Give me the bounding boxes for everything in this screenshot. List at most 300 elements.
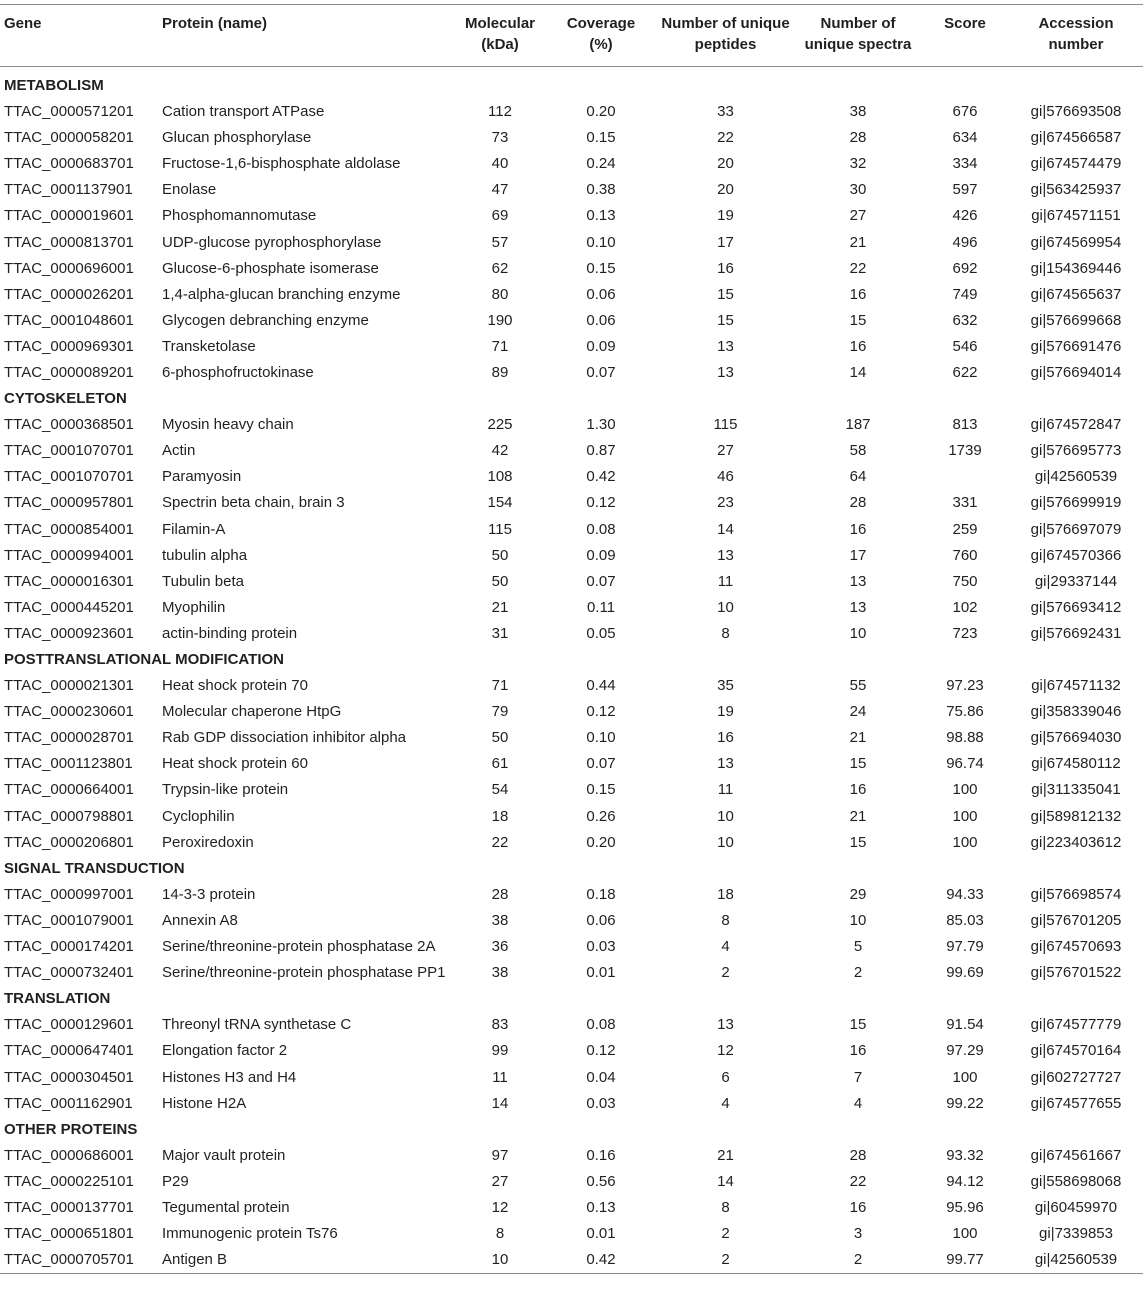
cell-accession: gi|42560539 xyxy=(1034,468,1118,486)
cell-score: 94.12 xyxy=(946,1172,984,1190)
cell-unique-peptides: 22 xyxy=(717,129,734,147)
table-row xyxy=(0,412,1143,438)
section-title: METABOLISM xyxy=(4,77,104,94)
cell-protein: Histone H2A xyxy=(162,1094,247,1112)
cell-coverage: 0.15 xyxy=(586,259,616,277)
cell-unique-spectra: 15 xyxy=(849,1016,867,1034)
cell-unique-spectra: 58 xyxy=(849,442,867,460)
cell-protein: Peroxiredoxin xyxy=(162,833,254,851)
cell-accession: gi|674570366 xyxy=(1030,546,1122,564)
cell-unique-peptides: 13 xyxy=(717,1016,734,1034)
cell-molecular: 97 xyxy=(491,1146,509,1164)
cell-protein: Tubulin beta xyxy=(162,572,245,590)
cell-molecular: 10 xyxy=(454,1247,546,1274)
cell-protein: Heat shock protein 70 xyxy=(162,677,308,695)
cell-gene: TTAC_0000997001 xyxy=(4,885,134,903)
cell-accession: gi|602727727 xyxy=(1030,1068,1122,1086)
cell-unique-spectra: 22 xyxy=(849,1172,867,1190)
cell-accession: gi|558698068 xyxy=(1030,1172,1122,1190)
cell-score: 97.29 xyxy=(946,1042,984,1060)
cell-unique-peptides: 20 xyxy=(717,155,734,173)
header-coverage: Coverage (%) xyxy=(546,5,656,67)
cell-unique-spectra: 24 xyxy=(849,703,867,721)
cell-unique-peptides: 35 xyxy=(717,677,734,695)
cell-accession: gi|223403612 xyxy=(1030,833,1122,851)
cell-accession: gi|674561667 xyxy=(1030,1146,1122,1164)
table-row xyxy=(0,543,1143,569)
cell-molecular: 38 xyxy=(491,911,509,929)
cell-unique-peptides: 11 xyxy=(717,781,734,799)
cell-coverage: 0.09 xyxy=(586,546,616,564)
cell-accession: gi|563425937 xyxy=(1030,181,1122,199)
cell-unique-spectra: 2 xyxy=(795,1247,921,1274)
table-row xyxy=(0,908,1143,934)
cell-protein: Major vault protein xyxy=(162,1146,286,1164)
cell-gene: TTAC_0000969301 xyxy=(4,337,134,355)
cell-molecular: 18 xyxy=(491,807,509,825)
cell-coverage: 0.03 xyxy=(586,938,616,956)
cell-coverage: 0.12 xyxy=(586,703,616,721)
cell-unique-peptides: 27 xyxy=(717,442,734,460)
cell-unique-spectra: 30 xyxy=(849,181,867,199)
cell-protein: 14-3-3 protein xyxy=(162,885,256,903)
section-title: SIGNAL TRANSDUCTION xyxy=(4,859,185,877)
cell-score xyxy=(921,464,1009,490)
cell-coverage: 0.26 xyxy=(586,807,616,825)
table-row xyxy=(0,830,1143,856)
cell-unique-spectra: 16 xyxy=(849,520,867,538)
cell-score: 622 xyxy=(952,363,978,381)
table-row xyxy=(0,1038,1143,1064)
cell-coverage: 0.08 xyxy=(586,520,616,538)
cell-gene: TTAC_0001070701 xyxy=(4,442,134,460)
header-molecular: Molecular (kDa) xyxy=(454,5,546,67)
cell-unique-spectra: 55 xyxy=(849,677,867,695)
cell-gene: TTAC_0000058201 xyxy=(4,129,134,147)
cell-unique-peptides: 11 xyxy=(717,572,734,590)
cell-unique-spectra: 21 xyxy=(849,729,867,747)
table-row xyxy=(0,1143,1143,1169)
cell-score: 102 xyxy=(952,598,978,616)
section-header-row xyxy=(0,856,1143,882)
cell-molecular: 71 xyxy=(491,677,509,695)
cell-gene: TTAC_0000230601 xyxy=(4,703,134,721)
cell-unique-peptides: 13 xyxy=(717,363,734,381)
cell-accession: gi|576691476 xyxy=(1030,337,1122,355)
cell-score: 100 xyxy=(952,1068,978,1086)
cell-unique-peptides: 20 xyxy=(717,181,734,199)
cell-unique-peptides: 2 xyxy=(656,1247,795,1274)
cell-molecular: 40 xyxy=(491,155,509,173)
cell-unique-spectra: 64 xyxy=(849,468,867,486)
cell-molecular: 28 xyxy=(491,885,509,903)
cell-molecular: 50 xyxy=(491,572,509,590)
cell-score: 93.32 xyxy=(946,1146,984,1164)
cell-coverage: 0.18 xyxy=(586,885,616,903)
cell-unique-peptides: 18 xyxy=(717,885,734,903)
cell-protein: Immunogenic protein Ts76 xyxy=(162,1225,338,1243)
cell-unique-spectra: 10 xyxy=(849,624,867,642)
cell-molecular: 154 xyxy=(487,494,513,512)
table-row xyxy=(0,151,1143,177)
cell-unique-spectra: 187 xyxy=(845,416,871,434)
cell-coverage: 0.15 xyxy=(586,781,616,799)
cell-gene: TTAC_0000994001 xyxy=(4,546,134,564)
cell-unique-spectra: 15 xyxy=(849,755,867,773)
cell-protein: Cation transport ATPase xyxy=(162,103,325,121)
cell-molecular: 8 xyxy=(495,1225,505,1243)
cell-gene: TTAC_0000368501 xyxy=(4,416,134,434)
header-row xyxy=(0,5,1143,67)
cell-unique-spectra: 28 xyxy=(849,494,867,512)
cell-molecular: 11 xyxy=(492,1068,508,1086)
cell-gene: TTAC_0000647401 xyxy=(4,1042,134,1060)
cell-score: 91.54 xyxy=(946,1016,984,1034)
cell-protein: Heat shock protein 60 xyxy=(162,755,308,773)
cell-unique-spectra: 28 xyxy=(849,129,867,147)
section-header-row xyxy=(0,647,1143,673)
cell-gene: TTAC_0000651801 xyxy=(4,1225,134,1243)
cell-accession: gi|674577779 xyxy=(1030,1016,1122,1034)
cell-protein: Trypsin-like protein xyxy=(162,781,289,799)
table-row xyxy=(0,882,1143,908)
table-row xyxy=(0,1247,1143,1274)
cell-gene: TTAC_0000304501 xyxy=(4,1068,134,1086)
cell-molecular: 50 xyxy=(491,729,509,747)
cell-molecular: 112 xyxy=(488,103,512,121)
cell-unique-peptides: 2 xyxy=(721,964,730,982)
cell-score: 99.22 xyxy=(946,1094,984,1112)
cell-coverage: 0.07 xyxy=(586,363,616,381)
table-row xyxy=(0,595,1143,621)
cell-score: 750 xyxy=(952,572,978,590)
cell-protein: 1,4-alpha-glucan branching enzyme xyxy=(162,285,401,303)
cell-coverage: 0.20 xyxy=(586,833,616,851)
cell-gene: TTAC_0001070701 xyxy=(4,468,134,486)
cell-molecular: 27 xyxy=(491,1172,509,1190)
cell-score: 334 xyxy=(952,155,978,173)
table-row xyxy=(0,777,1143,803)
cell-score: 723 xyxy=(952,624,978,642)
cell-unique-spectra: 32 xyxy=(849,155,867,173)
header-unique-peptides: Number of unique peptides xyxy=(656,5,795,67)
cell-unique-peptides: 33 xyxy=(717,103,734,121)
cell-unique-peptides: 17 xyxy=(717,233,734,251)
cell-accession: gi|358339046 xyxy=(1030,703,1122,721)
cell-unique-peptides: 12 xyxy=(717,1042,734,1060)
cell-accession: gi|674571132 xyxy=(1031,677,1121,695)
cell-gene: TTAC_0000016301 xyxy=(4,572,134,590)
cell-unique-peptides: 15 xyxy=(717,311,734,329)
cell-protein: Filamin-A xyxy=(162,520,226,538)
cell-protein: Spectrin beta chain, brain 3 xyxy=(162,494,345,512)
cell-score: 634 xyxy=(952,129,978,147)
table-row xyxy=(0,804,1143,830)
cell-score: 259 xyxy=(952,520,978,538)
cell-unique-peptides: 4 xyxy=(721,938,730,956)
cell-unique-spectra: 22 xyxy=(849,259,867,277)
cell-unique-spectra: 5 xyxy=(853,938,863,956)
cell-molecular: 69 xyxy=(491,207,509,225)
cell-molecular: 62 xyxy=(491,259,509,277)
table-row xyxy=(0,569,1143,595)
cell-protein: actin-binding protein xyxy=(162,624,298,642)
cell-unique-spectra: 28 xyxy=(849,1146,867,1164)
cell-coverage: 0.07 xyxy=(586,572,616,590)
cell-accession: gi|576693412 xyxy=(1030,598,1122,616)
cell-score: 760 xyxy=(952,546,978,564)
cell-score: 100 xyxy=(952,781,978,799)
cell-protein: Tegumental protein xyxy=(162,1198,290,1216)
cell-unique-peptides: 14 xyxy=(717,1172,734,1190)
cell-unique-peptides: 14 xyxy=(717,520,734,538)
header-unique-spectra: Number of unique spectra xyxy=(795,5,921,67)
cell-coverage: 0.10 xyxy=(586,233,616,251)
cell-protein: P29 xyxy=(162,1172,189,1190)
cell-unique-peptides: 10 xyxy=(717,807,734,825)
cell-score: 496 xyxy=(952,233,978,251)
section-header-row xyxy=(0,67,1143,100)
table-row xyxy=(0,517,1143,543)
cell-unique-spectra: 10 xyxy=(849,911,867,929)
table-row xyxy=(0,699,1143,725)
cell-gene: TTAC_0000732401 xyxy=(4,964,134,982)
cell-gene: TTAC_0000026201 xyxy=(4,285,134,303)
cell-protein: Threonyl tRNA synthetase C xyxy=(162,1016,352,1034)
cell-unique-peptides: 13 xyxy=(717,546,734,564)
cell-accession: gi|674572847 xyxy=(1030,416,1122,434)
cell-coverage: 0.15 xyxy=(586,129,616,147)
cell-coverage: 0.42 xyxy=(586,468,616,486)
cell-score: 98.88 xyxy=(946,729,984,747)
cell-accession: gi|576694030 xyxy=(1030,729,1122,747)
cell-score: 100 xyxy=(952,833,978,851)
cell-score: 97.23 xyxy=(946,677,984,695)
cell-score: 813 xyxy=(952,416,978,434)
cell-score: 100 xyxy=(952,807,978,825)
cell-score: 632 xyxy=(952,311,978,329)
cell-coverage: 0.07 xyxy=(586,755,616,773)
cell-accession: gi|674574479 xyxy=(1030,155,1122,173)
cell-unique-peptides: 8 xyxy=(721,911,730,929)
cell-gene: TTAC_0000028701 xyxy=(4,729,134,747)
cell-gene: TTAC_0000089201 xyxy=(4,363,134,381)
cell-accession: gi|589812132 xyxy=(1030,807,1122,825)
table-row xyxy=(0,673,1143,699)
cell-molecular: 12 xyxy=(491,1198,509,1216)
cell-molecular: 14 xyxy=(491,1094,509,1112)
table-row xyxy=(0,1195,1143,1221)
cell-gene: TTAC_0001137901 xyxy=(4,181,133,199)
table-row xyxy=(0,99,1143,125)
cell-coverage: 0.08 xyxy=(586,1016,616,1034)
cell-coverage: 0.01 xyxy=(586,1225,616,1243)
cell-molecular: 61 xyxy=(491,755,509,773)
cell-protein: UDP-glucose pyrophosphorylase xyxy=(162,233,382,251)
table-row xyxy=(0,360,1143,386)
cell-gene: TTAC_0000137701 xyxy=(4,1198,134,1216)
cell-unique-peptides: 23 xyxy=(717,494,734,512)
table-row xyxy=(0,1091,1143,1117)
cell-protein: Cyclophilin xyxy=(162,807,235,825)
cell-molecular: 83 xyxy=(491,1016,509,1034)
cell-molecular: 50 xyxy=(491,546,509,564)
cell-score: 426 xyxy=(952,207,978,225)
cell-coverage: 0.04 xyxy=(586,1068,616,1086)
cell-molecular: 47 xyxy=(491,181,509,199)
cell-gene: TTAC_0000019601 xyxy=(4,207,134,225)
cell-gene: TTAC_0001123801 xyxy=(4,755,133,773)
section-title: TRANSLATION xyxy=(4,990,111,1008)
cell-molecular: 21 xyxy=(491,598,509,616)
cell-gene: TTAC_0000129601 xyxy=(4,1016,134,1034)
table-row xyxy=(0,464,1143,490)
cell-unique-peptides: 2 xyxy=(721,1225,730,1243)
cell-coverage: 0.24 xyxy=(586,155,616,173)
cell-gene: TTAC_0000813701 xyxy=(4,233,134,251)
cell-unique-spectra: 3 xyxy=(853,1225,863,1243)
cell-accession: gi|576697079 xyxy=(1030,520,1122,538)
cell-accession: gi|576698574 xyxy=(1030,885,1122,903)
cell-coverage: 1.30 xyxy=(586,416,616,434)
cell-protein: 6-phosphofructokinase xyxy=(162,363,314,381)
cell-accession: gi|674571151 xyxy=(1031,207,1121,225)
cell-molecular: 54 xyxy=(491,781,509,799)
cell-score: 331 xyxy=(952,494,978,512)
cell-gene: TTAC_0001048601 xyxy=(4,311,134,329)
cell-accession: gi|674566587 xyxy=(1030,129,1122,147)
cell-unique-spectra: 13 xyxy=(849,572,867,590)
table-row xyxy=(0,125,1143,151)
cell-gene: TTAC_0000664001 xyxy=(4,781,134,799)
cell-unique-peptides: 16 xyxy=(717,729,734,747)
cell-score: 692 xyxy=(952,259,978,277)
table-row xyxy=(0,960,1143,986)
cell-unique-spectra: 27 xyxy=(849,207,867,225)
cell-molecular: 38 xyxy=(491,964,509,982)
cell-gene: TTAC_0000854001 xyxy=(4,520,134,538)
cell-coverage: 0.87 xyxy=(586,442,616,460)
cell-gene: TTAC_0000798801 xyxy=(4,807,134,825)
cell-accession: gi|674570693 xyxy=(1030,938,1122,956)
cell-gene: TTAC_0001079001 xyxy=(4,911,134,929)
cell-molecular: 57 xyxy=(491,233,509,251)
section-header-row xyxy=(0,1117,1143,1143)
cell-score: 597 xyxy=(952,181,978,199)
cell-unique-peptides: 19 xyxy=(717,207,734,225)
cell-protein: Phosphomannomutase xyxy=(162,207,317,225)
cell-coverage: 0.01 xyxy=(586,964,616,982)
cell-unique-spectra: 38 xyxy=(849,103,867,121)
header-gene: Gene xyxy=(0,5,158,67)
cell-accession: gi|674570164 xyxy=(1030,1042,1122,1060)
cell-unique-spectra: 14 xyxy=(849,363,867,381)
cell-molecular: 79 xyxy=(491,703,509,721)
cell-unique-spectra: 15 xyxy=(849,833,867,851)
cell-score: 97.79 xyxy=(946,938,984,956)
table-row xyxy=(0,334,1143,360)
table-header xyxy=(0,5,1143,67)
cell-unique-peptides: 46 xyxy=(717,468,734,486)
cell-unique-peptides: 8 xyxy=(721,1198,730,1216)
table-row xyxy=(0,934,1143,960)
cell-coverage: 0.42 xyxy=(546,1247,656,1274)
cell-score: 749 xyxy=(952,285,978,303)
cell-molecular: 71 xyxy=(491,337,509,355)
cell-coverage: 0.56 xyxy=(586,1172,616,1190)
cell-molecular: 73 xyxy=(491,129,509,147)
cell-coverage: 0.16 xyxy=(586,1146,616,1164)
cell-coverage: 0.20 xyxy=(586,103,616,121)
section-title: OTHER PROTEINS xyxy=(4,1120,138,1138)
cell-accession: gi|674577655 xyxy=(1030,1094,1122,1112)
cell-gene: TTAC_0000225101 xyxy=(4,1172,134,1190)
cell-accession: gi|42560539 xyxy=(1009,1247,1143,1274)
cell-protein: Actin xyxy=(162,442,196,460)
cell-unique-spectra: 29 xyxy=(849,885,867,903)
cell-coverage: 0.13 xyxy=(586,207,616,225)
cell-protein: Enolase xyxy=(162,181,217,199)
table-row xyxy=(0,1221,1143,1247)
cell-gene: TTAC_0000696001 xyxy=(4,259,134,277)
cell-accession: gi|576701205 xyxy=(1030,911,1122,929)
table-row xyxy=(0,308,1143,334)
cell-gene: TTAC_0000957801 xyxy=(4,494,134,512)
cell-score: 75.86 xyxy=(946,703,984,721)
cell-protein: Transketolase xyxy=(162,337,256,355)
cell-protein: Serine/threonine-protein phosphatase PP1 xyxy=(162,964,446,982)
table-row xyxy=(0,229,1143,255)
table-row xyxy=(0,490,1143,516)
table-row xyxy=(0,1012,1143,1038)
cell-coverage: 0.44 xyxy=(586,677,616,695)
cell-unique-peptides: 10 xyxy=(717,833,734,851)
cell-score: 546 xyxy=(952,337,978,355)
cell-unique-spectra: 16 xyxy=(849,285,867,303)
cell-protein: Glycogen debranching enzyme xyxy=(162,311,369,329)
section-title: CYTOSKELETON xyxy=(4,390,127,408)
section-header-row xyxy=(0,986,1143,1012)
cell-molecular: 36 xyxy=(491,938,509,956)
cell-unique-peptides: 4 xyxy=(721,1094,730,1112)
cell-score: 99.69 xyxy=(946,964,984,982)
cell-unique-peptides: 16 xyxy=(717,259,734,277)
cell-score: 1739 xyxy=(948,442,982,460)
cell-molecular: 22 xyxy=(491,833,509,851)
cell-protein: Glucan phosphorylase xyxy=(162,129,312,147)
cell-unique-spectra: 21 xyxy=(849,233,867,251)
cell-protein: Fructose-1,6-bisphosphate aldolase xyxy=(162,155,401,173)
cell-gene: TTAC_0000705701 xyxy=(0,1247,158,1274)
cell-gene: TTAC_0000206801 xyxy=(4,833,134,851)
cell-gene: TTAC_0000686001 xyxy=(4,1146,134,1164)
cell-coverage: 0.13 xyxy=(586,1198,616,1216)
cell-unique-peptides: 15 xyxy=(717,285,734,303)
cell-accession: gi|674580112 xyxy=(1031,755,1121,773)
cell-unique-spectra: 21 xyxy=(849,807,867,825)
cell-protein: Myosin heavy chain xyxy=(162,416,294,434)
cell-coverage: 0.06 xyxy=(586,311,616,329)
cell-gene: TTAC_0001162901 xyxy=(4,1094,133,1112)
cell-molecular: 115 xyxy=(488,520,512,538)
cell-accession: gi|576693508 xyxy=(1030,103,1122,121)
cell-score: 85.03 xyxy=(946,911,984,929)
cell-unique-spectra: 16 xyxy=(849,1042,867,1060)
cell-accession: gi|29337144 xyxy=(1034,572,1118,590)
cell-accession: gi|576699919 xyxy=(1030,494,1122,512)
table-row xyxy=(0,1169,1143,1195)
cell-unique-peptides: 6 xyxy=(721,1068,730,1086)
